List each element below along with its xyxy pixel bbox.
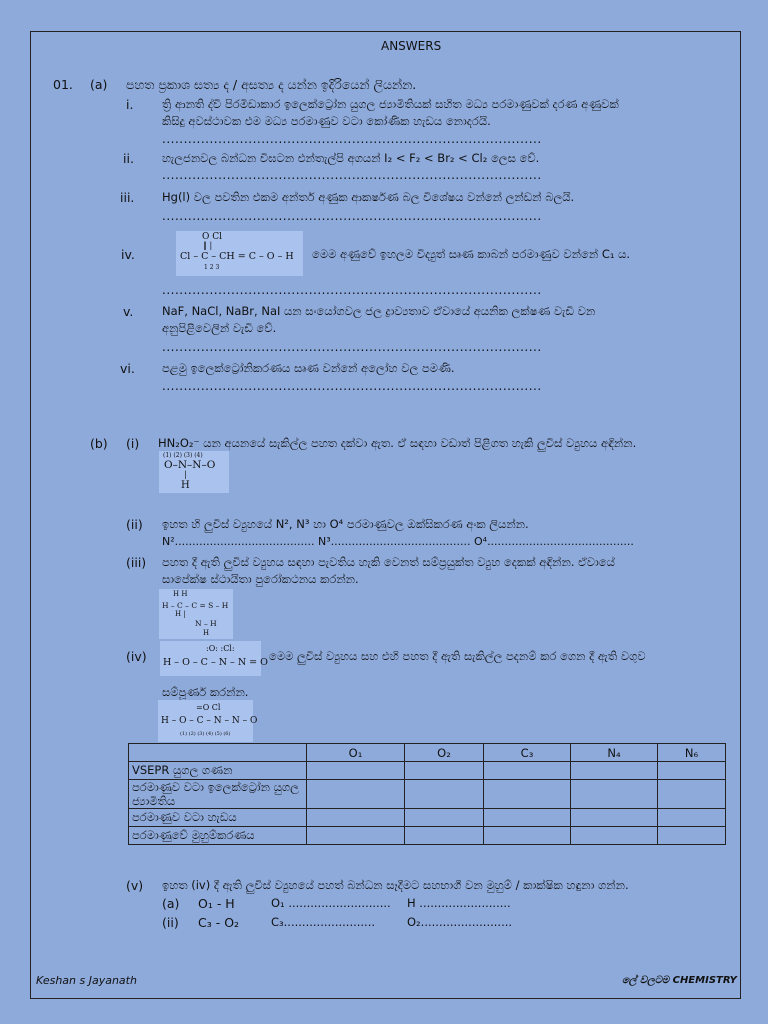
- table-header-row: [129, 744, 726, 762]
- table-cell[interactable]: [571, 780, 658, 809]
- row-header: VSEPR යුගල ගණන: [129, 762, 307, 780]
- part-b-label: (b): [90, 436, 108, 451]
- table-row: [129, 827, 726, 845]
- item-label: i.: [126, 97, 134, 112]
- sk-top: =O Cl: [196, 703, 221, 712]
- item-label: iii.: [120, 190, 135, 205]
- sk-main: H – O – C – N – N – O: [161, 716, 258, 726]
- table-cell[interactable]: [571, 762, 658, 780]
- part-b-iii-text-2: සාපේක්ෂ ස්ථායිතා පුරෝකථනය කරන්න.: [162, 572, 359, 586]
- answer-line: ........................................................................................: [162, 283, 542, 297]
- s-row2: H – C – C = S – H: [162, 601, 229, 610]
- table-cell[interactable]: [307, 827, 405, 845]
- sk-nums: (1) (2) (3) (4) (5) (6): [180, 731, 231, 737]
- table-header: [129, 744, 307, 762]
- s-row5: H: [203, 629, 210, 637]
- s-row1: H H: [173, 590, 188, 598]
- answer-line: ........................................................................................: [162, 379, 542, 393]
- v-b-field-1[interactable]: C₃.........................: [271, 915, 376, 929]
- table-row: [129, 762, 726, 780]
- answer-line: ........................................................................................: [162, 132, 542, 146]
- part-b-iii-text: පහත දී ඇති ලුවිස් ව්‍යුහය සඳහා පැවතිය හැකි වෙනත් සම්ප්‍රයුක්ත ව්‍යුහ දෙකක් අඳින්න. ඒවායේ: [162, 555, 615, 569]
- item-label: vi.: [120, 361, 135, 376]
- table-cell[interactable]: [307, 762, 405, 780]
- skeleton-main: O–N–N–O: [164, 459, 216, 471]
- oxidation-fields: N²........................................ N³........................................ O⁴..........................................: [162, 535, 634, 548]
- item-ii-text: හැලජනවල බන්ධන විඝටන එන්තැල්පි අගයන් I₂ < F₂ < Br₂ < Cl₂ ලෙස වේ.: [162, 151, 540, 165]
- table-cell[interactable]: [484, 762, 571, 780]
- table-cell[interactable]: [307, 780, 405, 809]
- table-cell[interactable]: [307, 809, 405, 827]
- part-b-iii-label: (iii): [126, 555, 147, 570]
- v-b-field-2[interactable]: O₂.........................: [407, 915, 513, 929]
- part-b-ii-text: ඉහත හි ලුවිස් ව්‍යුහයේ N², N³ හා O⁴ පරමාණුවල ඔක්සිකරණ අංක ලියන්න.: [162, 517, 529, 531]
- table-row: [129, 780, 726, 809]
- skeleton-image: [159, 451, 229, 493]
- table-cell[interactable]: [405, 780, 484, 809]
- table-header: N₄: [571, 744, 658, 762]
- structure-image-iii: [159, 589, 233, 639]
- table-cell[interactable]: [405, 827, 484, 845]
- item-vi-text: පළමු ඉලෙක්ට්‍රෝනිකරණය සෘණ වන්නේ අලෝහ වල පමණි.: [162, 361, 455, 375]
- skeleton-image-iv: [158, 700, 258, 742]
- item-label: v.: [123, 304, 134, 319]
- table-cell[interactable]: [484, 780, 571, 809]
- item-i-text: ත්‍රි ආනති ද්වි පිරමිඩාකාර ඉලෙක්ට්‍රෝන යුගල ජ්‍යාමිතියක් සහිත මධ්‍ය පරමාණුවක් දරණ අණුවක්: [162, 97, 619, 111]
- table-cell[interactable]: [658, 809, 726, 827]
- answer-line: ........................................................................................: [162, 209, 542, 223]
- part-b-v-label: (v): [126, 878, 144, 893]
- v-b-pair: C₃ - O₂: [198, 915, 240, 930]
- footer-author: Keshan s Jayanath: [36, 974, 137, 987]
- table-cell[interactable]: [571, 827, 658, 845]
- s-row4: N – H: [195, 619, 217, 628]
- part-b-iv-text-2: සම්පූර්ණ කරන්න.: [162, 685, 249, 699]
- s-row3: H |: [175, 610, 186, 618]
- table-cell[interactable]: [484, 827, 571, 845]
- part-b-v-text: ඉහත (iv) දී ඇති ලුවිස් ව්‍යුහයේ පහත් බන්ධන සෑදීමට සහභාගී වන මුහුම් / කාක්ෂික හඳුනා ගන්න.: [162, 878, 629, 892]
- table-cell[interactable]: [658, 762, 726, 780]
- part-b-i-text: HN₂O₂⁻ යන අයනයේ සැකිල්ල පහත දක්වා ඇත. ඒ සඳහා වඩාත් පිළිගත හැකි ලුවිස් ව්‍යුහය අඳින්න.: [158, 436, 637, 450]
- structure-main: Cl – C – CH = C – O – H: [180, 251, 294, 262]
- part-a-intro: පහත ප්‍රකාශ සත්‍ය ද / අසත්‍ය ද යන්න ඉදිරියෙන් ලියන්න.: [126, 77, 417, 92]
- item-iv-text: මෙම අණුවේ ඉහලම විද්‍යුත් සෘණ කාබන් පරමාණුව වන්නේ C₁ ය.: [312, 247, 631, 261]
- skeleton-bond: |: [184, 470, 187, 479]
- table-cell[interactable]: [405, 809, 484, 827]
- part-b-i-label: (i): [126, 436, 140, 451]
- answer-line: ........................................................................................: [162, 340, 542, 354]
- part-a-label: (a): [90, 77, 108, 92]
- part-b-iv-text: මෙම ලුවිස් ව්‍යුහය සහ එහි පහත දී ඇති සැකිල්ල පදනම් කර ගෙන දී ඇති වගුව: [269, 649, 646, 663]
- lewis-top: :O: :Cl:: [206, 644, 235, 653]
- part-b-iv-label: (iv): [126, 649, 147, 664]
- item-iii-text: Hg(l) වල පවතින එකම අන්තර් අණුක ආකර්ෂණ බල විශේෂය වන්නේ ලන්ඩන් බලයි.: [162, 190, 575, 204]
- question-number: 01.: [53, 77, 73, 92]
- item-label: ii.: [123, 151, 134, 166]
- v-a-field-1[interactable]: O₁ ............................: [271, 896, 391, 910]
- lewis-structure-image: [160, 641, 268, 676]
- table-header: O₁: [307, 744, 405, 762]
- table-cell[interactable]: [658, 827, 726, 845]
- answer-table: [128, 743, 726, 845]
- footer-brand: ලේ වලටම CHEMISTRY: [622, 975, 737, 986]
- item-v-text-2: අනුපිළිවෙලින් වැඩි වේ.: [162, 321, 277, 335]
- skeleton-numbers: (1) (2) (3) (4): [163, 452, 203, 459]
- v-b-label: (ii): [162, 915, 179, 930]
- skeleton-h: H: [181, 480, 190, 491]
- lewis-main: H – O – C – N – N = O: [163, 657, 268, 668]
- page-title: ANSWERS: [381, 39, 442, 53]
- item-v-text: NaF, NaCl, NaBr, NaI යන සංයෝගවල ජල ද්‍රාව්‍යතාව ඒවායේ අයනික ලක්ෂණ වැඩි වන: [162, 304, 596, 318]
- row-header: පරමාණුව වටා ඉලෙක්ට්‍රෝන යුගල ජ්‍යාමිතිය: [129, 780, 307, 809]
- item-i-text-2: කිසිදු අවස්ථාවක එම මධ්‍ය පරමාණුව වටා කෝණික හැඩය නොදරයි.: [162, 114, 491, 128]
- table-cell[interactable]: [484, 809, 571, 827]
- table-header: N₆: [658, 744, 726, 762]
- v-a-pair: O₁ - H: [198, 896, 235, 911]
- row-header: පරමාණුවේ මුහුම්කරණය: [129, 827, 307, 845]
- table-header: O₂: [405, 744, 484, 762]
- v-a-label: (a): [162, 896, 180, 911]
- v-a-field-2[interactable]: H .........................: [407, 896, 511, 910]
- structure-top: O Cl: [202, 232, 223, 242]
- table-cell[interactable]: [658, 780, 726, 809]
- table-header: C₃: [484, 744, 571, 762]
- structure-numbers: 1 2 3: [204, 264, 220, 271]
- table-row: [129, 809, 726, 827]
- structure-bonds: ‖ |: [203, 241, 213, 250]
- row-header: පරමාණුව වටා හැඩය: [129, 809, 307, 827]
- item-label: iv.: [121, 247, 135, 262]
- part-b-ii-label: (ii): [126, 517, 143, 532]
- table-cell[interactable]: [571, 809, 658, 827]
- structure-image: [176, 231, 303, 276]
- table-cell[interactable]: [405, 762, 484, 780]
- answer-line: ........................................................................................: [162, 168, 542, 182]
